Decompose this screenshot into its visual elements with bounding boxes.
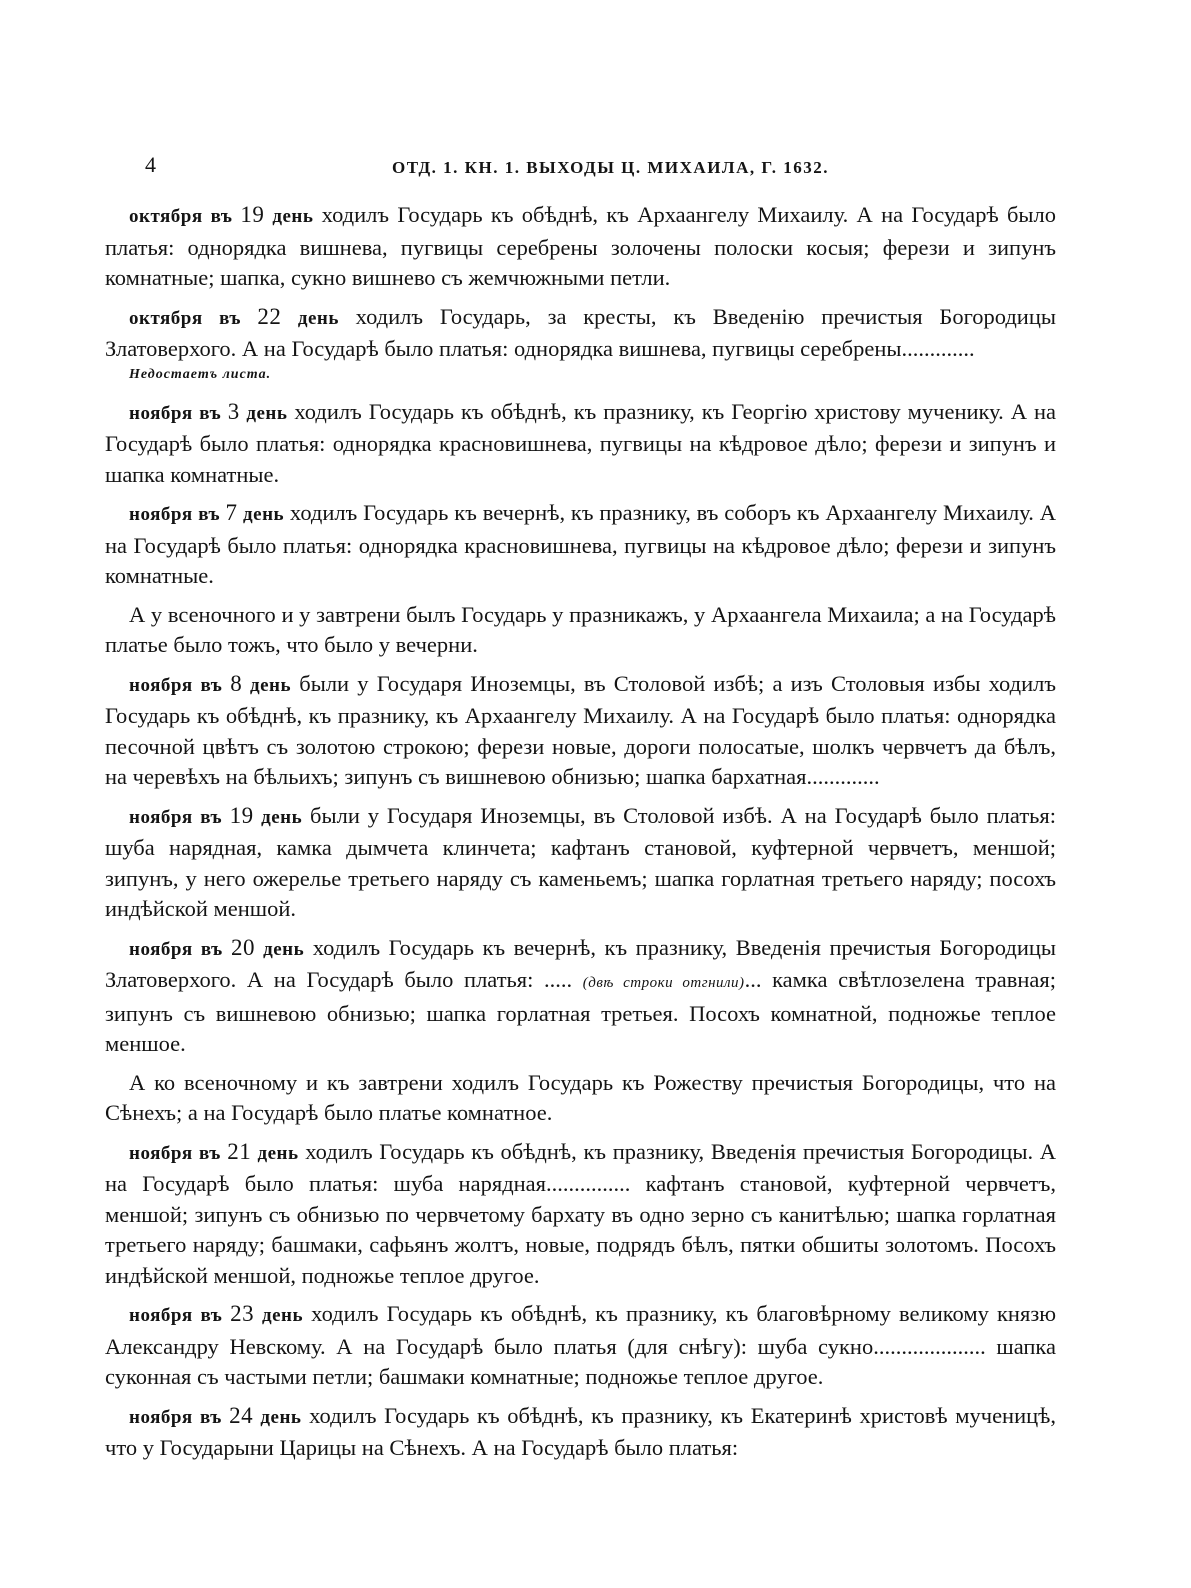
editorial-aside: (двѣ строки отгнили)	[582, 975, 745, 991]
entry-nov-19	[105, 801, 1056, 925]
entry-text: А ко всеночному и къ завтрени ходилъ Государь къ Рожеству пречистыя Богородицы, что на Сѣнехъ; а на Государѣ было платье комнатное.	[105, 1069, 1056, 1125]
page-number: 4	[145, 152, 156, 177]
entry-date: ноября въ 20 день	[129, 934, 305, 960]
entry-text: были у Государя Иноземцы, въ Столовой избѣ. А на Государѣ было платья: шуба нарядная, камка дымчета клинчета; кафтанъ становой, куфтерной червчетъ, меншой; зипунъ, у него ожерелье третьего наряду съ каменьемъ; шапка горлатная третьего наряду; посохъ индѣйской меншой.	[105, 802, 1057, 921]
missing-leaf-note: Недостаетъ листа.	[129, 366, 272, 382]
entry-text: ходилъ Государь къ вечернѣ, къ празнику, въ соборъ къ Архаангелу Михаилу. А на Государѣ было платья: однорядка красновишнева, пугвицы на кѣдровое дѣло; ферези и зипунъ комнатные.	[105, 500, 1057, 588]
entry-nov-20	[105, 933, 1056, 1060]
entry-nov-7-vigil	[105, 600, 1056, 661]
entry-date: октября въ 22 день	[129, 303, 339, 329]
running-head: ОТД. 1. КН. 1. ВЫХОДЫ Ц. МИХАИЛА, Г. 1632.	[391, 158, 830, 177]
entry-text: ходилъ Государь къ обѣднѣ, къ празнику, Введенія пречистыя Богородицы. А на Государѣ было платья: шуба нарядная............... кафтанъ становой, куфтерной червчетъ, меншой; зипунъ съ обнизью по червчетому бархату въ одно зерно съ канитѣлью; шапка горлатная третьего наряду; башмаки, сафьянъ жолтъ, новые, подрядъ бѣлъ, пятки обшиты золотомъ. Посохъ индѣйской меншой, подножье теплое другое.	[105, 1138, 1057, 1288]
entry-text: ходилъ Государь къ обѣднѣ, къ Архаангелу Михаилу. А на Государѣ было платья: однорядка вишнева, пугвицы серебрены золочены полоски косыя; ферези и зипунъ комнатные; шапка, сукно вишнево съ жемчюжными петли.	[105, 202, 1057, 290]
entry-date: ноября въ 24 день	[129, 1402, 302, 1428]
entry-text: были у Государя Иноземцы, въ Столовой избѣ; а изъ Столовыя избы ходилъ Государь къ обѣднѣ, къ празнику, къ Архаангелу Михаилу. А на Государѣ было платья: однорядка песочной цвѣтъ съ золотою строкою; ферези новые, дороги полосатые, шолкъ червчетъ да бѣлъ, на черевѣхъ на бѣльихъ; зипунъ съ вишневою обнизью; шапка бархатная.............	[105, 670, 1056, 789]
entry-oct-19	[105, 200, 1056, 294]
entry-date: ноября въ 8 день	[129, 670, 292, 696]
entry-nov-8	[105, 669, 1056, 793]
entry-nov-20-vigil	[105, 1068, 1056, 1129]
entry-date: октября въ 19 день	[129, 202, 314, 227]
entry-text: ходилъ Государь къ обѣднѣ, къ празнику, къ благовѣрному великому князю Александру Невскому. А на Государѣ было платья (для снѣгу): шуба сукно.................... шапка суконная съ частыми петли; башмаки комнатные; подножье теплое другое.	[105, 1301, 1057, 1389]
entry-date: ноября въ 23 день	[129, 1301, 304, 1326]
entry-date: ноября въ 19 день	[129, 802, 303, 828]
entry-date: ноября въ 7 день	[129, 500, 285, 525]
entry-nov-3	[105, 397, 1056, 491]
entry-text: ходилъ Государь къ обѣднѣ, къ празнику, къ Георгію христову мученику. А на Государѣ было платья: однорядка красновишнева, пугвицы на кѣдровое дѣло; ферези и зипунъ и шапка комнатные.	[105, 398, 1056, 487]
entry-nov-23	[105, 1299, 1056, 1393]
entry-date: ноября въ 3 день	[129, 398, 288, 424]
entry-text: А у всеночного и у завтрени былъ Государь у празникажъ, у Архаангела Михаила; а на Государѣ платье было тожъ, что было у вечерни.	[105, 601, 1056, 657]
entry-nov-7	[105, 498, 1056, 592]
entry-nov-24	[105, 1401, 1056, 1464]
entry-text: ходилъ Государь къ вечернѣ, къ празнику, Введенія пречистыя Богородицы Златоверхого. А на Государѣ было платья: .....	[105, 934, 1057, 992]
entry-date: ноября въ 21 день	[129, 1138, 299, 1164]
entry-text-continued: ... камка свѣтлозелена травная; зипунъ съ вишневою обнизью; шапка горлатная третьея. Посохъ комнатной, подножье теплое меншое.	[105, 967, 1056, 1056]
entry-text: ходилъ Государь, за кресты, къ Введенію пречистыя Богородицы Златоверхого. А на Государѣ было платья: однорядка вишнева, пугвицы серебрены.............	[105, 303, 1057, 361]
entry-oct-22	[105, 302, 1056, 365]
entry-nov-21	[105, 1137, 1056, 1292]
page-header	[105, 150, 1056, 186]
entry-text: ходилъ Государь къ обѣднѣ, къ празнику, къ Екатеринѣ христовѣ мученицѣ, что у Государыни Царицы на Сѣнехъ. А на Государѣ было платья:	[105, 1402, 1057, 1460]
